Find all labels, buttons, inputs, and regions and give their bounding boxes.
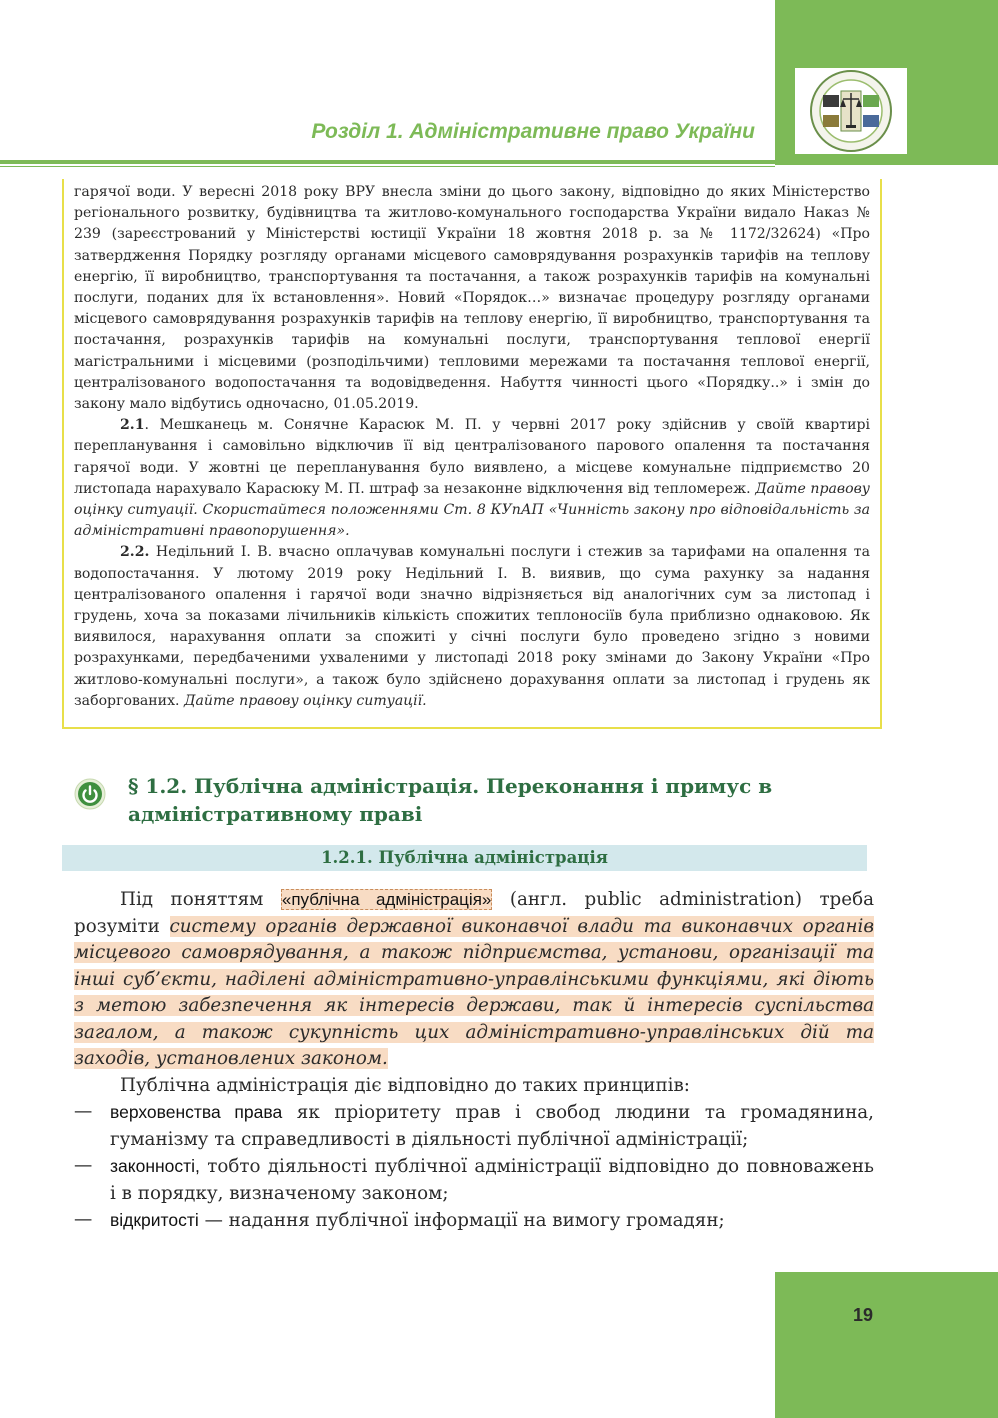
task-2-2-text: Недільний І. В. вчасно оплачував комунальні послуги і стежив за тарифами на опалення та водопостачання. У лютому 2019 року Недільний І. В. виявив, що сума рахунку за надання централізованого опалення і гарячої води значно відрізняється від аналогічних сум за листопад і грудень, хоча за показами лічильників кількість спожитих теплоносіїв була приблизно однаковою. Як виявилося, нарахування оплати за спожиті у січні послуги було проведено згідно з новими розрахунками, передбаченими ухваленими у листопаді 2018 року змінами до Закону України «Про житлово-комунальні послуги», а також було здійснено дорахування оплати за листопад і грудень як заборгованих.: [74, 544, 870, 709]
list-item: [74, 1099, 874, 1153]
intro-before-term: Під поняттям: [120, 889, 281, 910]
dash-marker: —: [74, 1155, 93, 1176]
definition-paragraph: [74, 887, 874, 1073]
task-2-1: [74, 415, 870, 542]
intro-after-term: (англ. public administration) треба розуміти: [74, 889, 874, 937]
principle-key: відкритості: [110, 1210, 199, 1230]
task-2-1-number: 2.1: [120, 417, 145, 434]
task-2-2-assignment: Дайте правову оцінку ситуації.: [184, 692, 427, 709]
principle-text: — надання публічної інформації на вимогу громадян;: [198, 1210, 725, 1231]
dash-marker: —: [74, 1101, 93, 1122]
chapter-title: Розділ 1. Адміністративне право України: [311, 120, 755, 143]
task-continuation: гарячої води. У вересні 2018 року ВРУ внесла зміни до цього закону, відповідно до яких Міністерство регіонального розвитку, будівництва та житлово-комунального господарства України видало Наказ № 239 (зареєстрований у Міністерстві юстиції України 18 жовтня 2018 р. за № 1172/32624) «Про затвердження Порядку розгляду органами місцевого самоврядування розрахунків тарифів на теплову енергію, її виробництво, транспортування та постачання, а також розрахунків тарифів на комунальні послуги, поданих для їх встановлення». Новий «Порядок…» визначає процедуру розгляду органами місцевого самоврядування розрахунків тарифів на теплову енергію, її виробництво, транспортування та постачання, розрахунків тарифів на комунальні послуги, транспортування теплової енергії магістральними і місцевими (розподільчими) тепловими мережами та постачання теплової енергії, централізованого водопостачання та водовідведення. Набуття чинності цього «Порядку..» і змін до закону мало відбутись одночасно, 01.05.2019.: [74, 184, 870, 413]
principles-intro: Публічна адміністрація діє відповідно до таких принципів:: [120, 1074, 690, 1096]
task-box: [62, 179, 882, 729]
principle-text: як пріоритету прав і свобод людини та громадянина, гуманізму та справедливості в діяльності публічної адміністрації;: [110, 1102, 874, 1150]
body-text: [74, 887, 874, 1235]
page-number: 19: [852, 1305, 874, 1325]
header-rule: [0, 160, 775, 164]
list-item: [74, 1207, 874, 1235]
footer-green-block: [775, 1272, 998, 1418]
emblem-icon: [809, 69, 893, 153]
header-rule-thin: [0, 166, 775, 167]
task-2-1-text: . Мешканець м. Сонячне Карасюк М. П. у червні 2017 року здійснив у своїй квартирі перепланування і самовільно відключив її від централізованого парового опалення та постачання гарячої води. У жовтні це перепланування було виявлено, а місцеве комунальне підприємство 20 листопада нарахувало Карасюку М. П. штраф за незаконне відключення від тепломереж.: [74, 417, 870, 497]
principle-key: верховенства права: [110, 1102, 283, 1122]
subsection-heading: 1.2.1. Публічна адміністрація: [62, 845, 867, 871]
task-2-1-assignment: Дайте правову оцінку ситуації. Скористайтеся положеннями Ст. 8 КУпАП «Чинність закону про відповідальність за адміністративні правопорушення».: [74, 480, 870, 540]
principle-key: законності,: [110, 1156, 200, 1176]
principle-text: тобто діяльності публічної адміністрації відповідно до повноважень і в порядку, визначеному законом;: [110, 1156, 874, 1204]
highlighted-definition: систему органів державної виконавчої влади та виконавчих органів місцевого самоврядування, а також підприємства, установи, організації та інші суб’єкти, наділені адміністративно-управлінськими функціями, які діють з метою забезпечення як інтересів держави, так й інтересів суспільства загалом, а також сукупність цих адміністративно-управлінських дій та заходів, установлених законом.: [74, 915, 874, 1069]
task-2-2-number: 2.2.: [120, 544, 150, 561]
emblem-logo: [795, 68, 907, 154]
principles-list: [74, 1099, 874, 1235]
power-icon: [74, 778, 106, 810]
section-title: § 1.2. Публічна адміністрація. Переконання і примус в адміністративному праві: [128, 774, 773, 826]
task-2-2: [74, 542, 870, 712]
list-item: [74, 1153, 874, 1207]
highlighted-term: «публічна адміністрація»: [281, 890, 492, 909]
dash-marker: —: [74, 1209, 93, 1230]
